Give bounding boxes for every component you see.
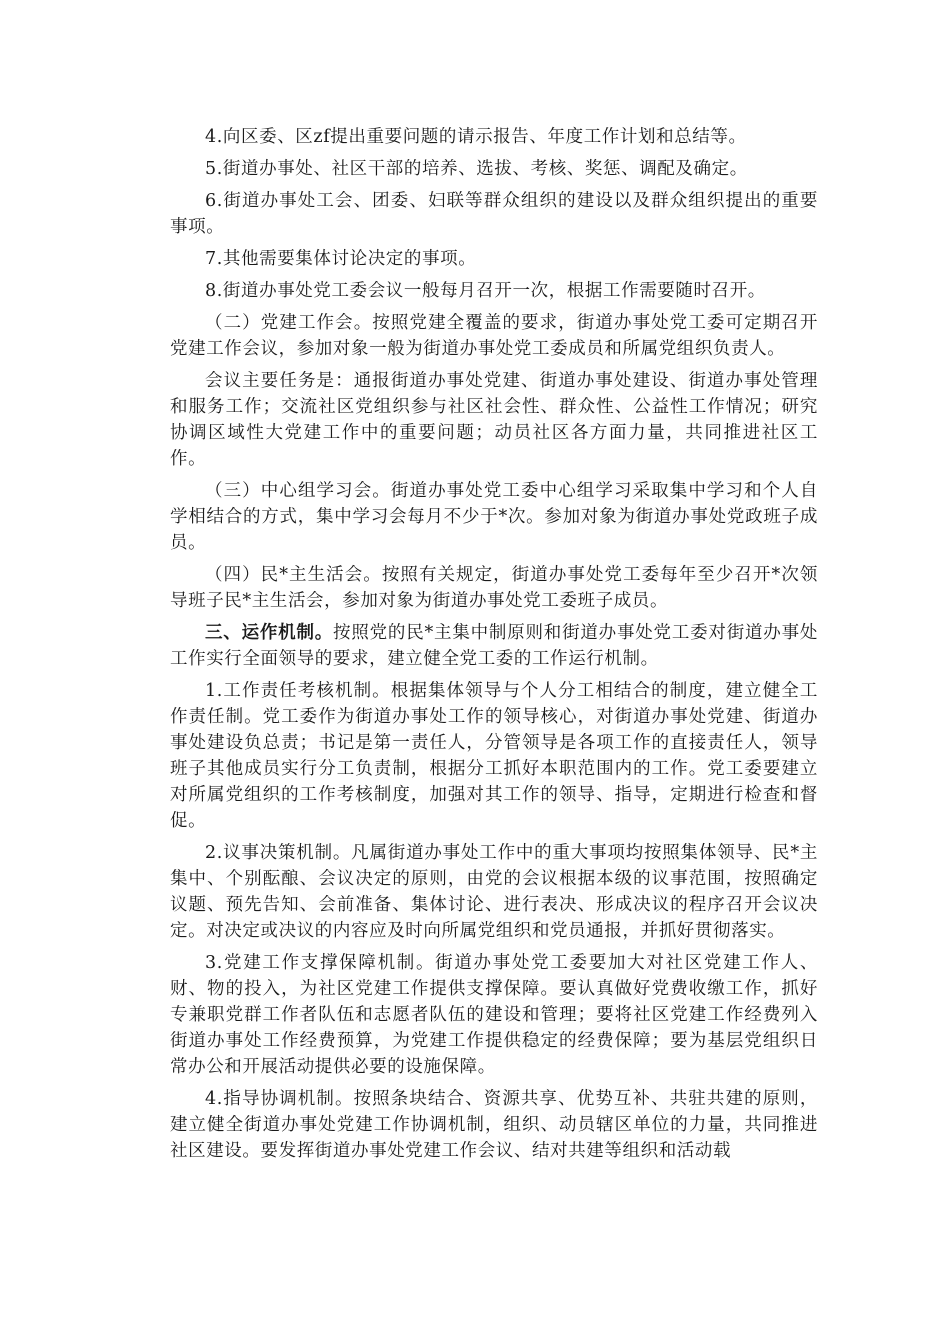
paragraph-mechanism-2: 2.议事决策机制。凡属街道办事处工作中的重大事项均按照集体领导、民*主集中、个别酝酿、会议决定的原则，由党的会议根据本级的议事范围，按照确定议题、预先告知、会前准备、集体讨论、进行表决、形成决议的程序召开会议决定。对决定或决议的内容应及时向所属党组织和党员通报，并抓好贯彻落实。 [170, 843, 818, 941]
document-page [170, 124, 818, 1170]
paragraph-item-8: 8.街道办事处党工委会议一般每月召开一次，根据工作需要随时召开。 [205, 281, 766, 301]
paragraph-item-4: 4.向区委、区zf提出重要问题的请示报告、年度工作计划和总结等。 [205, 127, 747, 147]
paragraph-study-session: （三）中心组学习会。街道办事处党工委中心组学习采取集中学习和个人自学相结合的方式，集中学习会每月不少于*次。参加对象为街道办事处党政班子成员。 [170, 481, 818, 553]
paragraph-democratic-life-meeting: （四）民*主生活会。按照有关规定，街道办事处党工委每年至少召开*次领导班子民*主生活会，参加对象为街道办事处党工委班子成员。 [170, 565, 818, 611]
paragraph-mechanism-1: 1.工作责任考核机制。根据集体领导与个人分工相结合的制度，建立健全工作责任制。党工委作为街道办事处工作的领导核心，对街道办事处党建、街道办事处建设负总责；书记是第一责任人，分管领导是各项工作的直接责任人，领导班子其他成员实行分工负责制，根据分工抓好本职范围内的工作。党工委要建立对所属党组织的工作考核制度，加强对其工作的领导、指导，定期进行检查和督促。 [170, 681, 818, 831]
section-body: 按照党的民*主集中制原则和街道办事处党工委对街道办事处工作实行全面领导的要求，建立健全党工委的工作运行机制。 [170, 623, 818, 669]
section-heading: 三、运作机制。 [205, 623, 334, 643]
paragraph-mechanism-4: 4.指导协调机制。按照条块结合、资源共享、优势互补、共驻共建的原则，建立健全街道办事处党建工作协调机制，组织、动员辖区单位的力量，共同推进社区建设。要发挥街道办事处党建工作会议、结对共建等组织和活动载 [170, 1089, 818, 1161]
paragraph-party-building-meeting: （二）党建工作会。按照党建全覆盖的要求，街道办事处党工委可定期召开党建工作会议，参加对象一般为街道办事处党工委成员和所属党组织负责人。 [170, 313, 818, 359]
paragraph-item-5: 5.街道办事处、社区干部的培养、选拔、考核、奖惩、调配及确定。 [205, 159, 748, 179]
paragraph-section-three [170, 620, 818, 672]
paragraph-mechanism-3: 3.党建工作支撑保障机制。街道办事处党工委要加大对社区党建工作人、财、物的投入，为社区党建工作提供支撑保障。要认真做好党费收缴工作，抓好专兼职党群工作者队伍和志愿者队伍的建设和管理；要将社区党建工作经费列入街道办事处工作经费预算，为党建工作提供稳定的经费保障；要为基层党组织日常办公和开展活动提供必要的设施保障。 [170, 953, 818, 1077]
paragraph-item-7: 7.其他需要集体讨论决定的事项。 [205, 249, 477, 269]
paragraph-item-6: 6.街道办事处工会、团委、妇联等群众组织的建设以及群众组织提出的重要事项。 [170, 191, 818, 237]
paragraph-meeting-tasks: 会议主要任务是：通报街道办事处党建、街道办事处建设、街道办事处管理和服务工作；交流社区党组织参与社区社会性、群众性、公益性工作情况；研究协调区域性大党建工作中的重要问题；动员社区各方面力量，共同推进社区工作。 [170, 371, 818, 469]
